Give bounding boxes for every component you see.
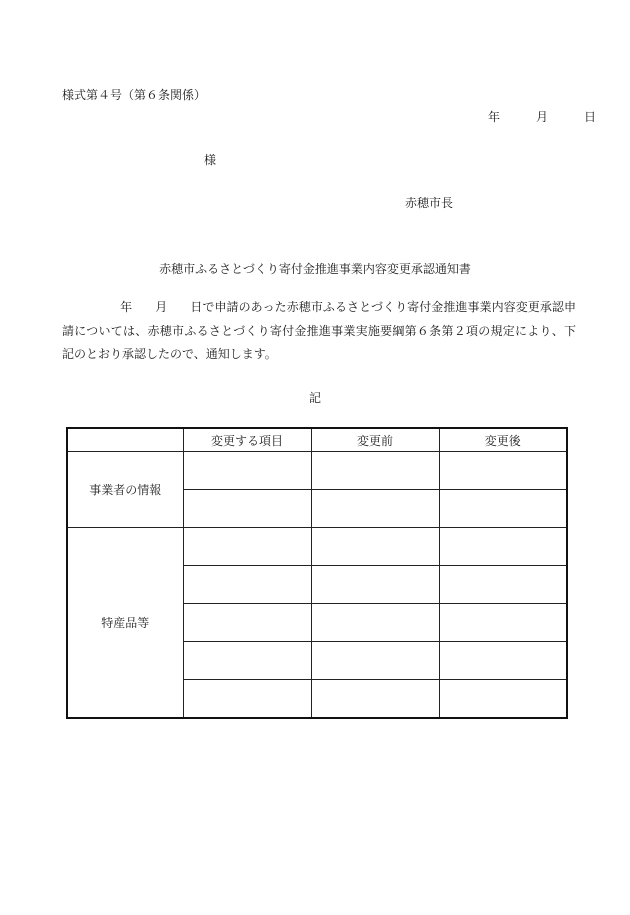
table-row — [67, 528, 567, 566]
addressee-suffix: 様 — [204, 153, 217, 167]
body-month-label: 月 — [155, 300, 168, 314]
date-line — [488, 108, 596, 125]
date-year-label: 年 — [488, 110, 501, 124]
table-cell[interactable] — [439, 452, 567, 490]
table-cell[interactable] — [183, 642, 311, 680]
table-cell[interactable] — [439, 642, 567, 680]
header-before: 変更前 — [311, 428, 439, 452]
group-label-business: 事業者の情報 — [67, 452, 183, 528]
date-day-label: 日 — [584, 110, 597, 124]
table-cell[interactable] — [311, 604, 439, 642]
ki-heading: 記 — [308, 391, 321, 405]
table-cell[interactable] — [183, 566, 311, 604]
date-month-label: 月 — [536, 110, 549, 124]
table-cell[interactable] — [439, 680, 567, 719]
table-cell[interactable] — [183, 490, 311, 528]
header-blank — [67, 428, 183, 452]
table-cell[interactable] — [439, 490, 567, 528]
document-title: 赤穂市ふるさとづくり寄付金推進事業内容変更承認通知書 — [159, 262, 471, 276]
group-label-products: 特産品等 — [67, 528, 183, 719]
table-cell[interactable] — [183, 528, 311, 566]
body-year-label: 年 — [120, 300, 133, 314]
table-cell[interactable] — [439, 528, 567, 566]
table-cell[interactable] — [311, 566, 439, 604]
table-cell[interactable] — [183, 452, 311, 490]
table-cell[interactable] — [439, 604, 567, 642]
table-row — [67, 452, 567, 490]
table-cell[interactable] — [183, 680, 311, 719]
table-cell[interactable] — [311, 642, 439, 680]
body-text: 日で申請のあった赤穂市ふるさとづくり寄付金推進事業内容変更承認申請については、赤穂市ふるさとづくり寄付金推進事業実施要綱第６条第２項の規定により、下記のとおり承認したので、通知します。 — [62, 300, 576, 361]
table-cell[interactable] — [311, 528, 439, 566]
table-cell[interactable] — [311, 452, 439, 490]
table-cell[interactable] — [311, 490, 439, 528]
issuer-name: 赤穂市長 — [405, 196, 454, 210]
form-number: 様式第４号（第６条関係） — [62, 88, 207, 102]
table-cell[interactable] — [183, 604, 311, 642]
header-item: 変更する項目 — [183, 428, 311, 452]
table-cell[interactable] — [311, 680, 439, 719]
table-cell[interactable] — [439, 566, 567, 604]
header-after: 変更後 — [439, 428, 567, 452]
change-table — [66, 427, 568, 719]
table-header-row — [67, 428, 567, 452]
body-paragraph — [62, 296, 576, 367]
